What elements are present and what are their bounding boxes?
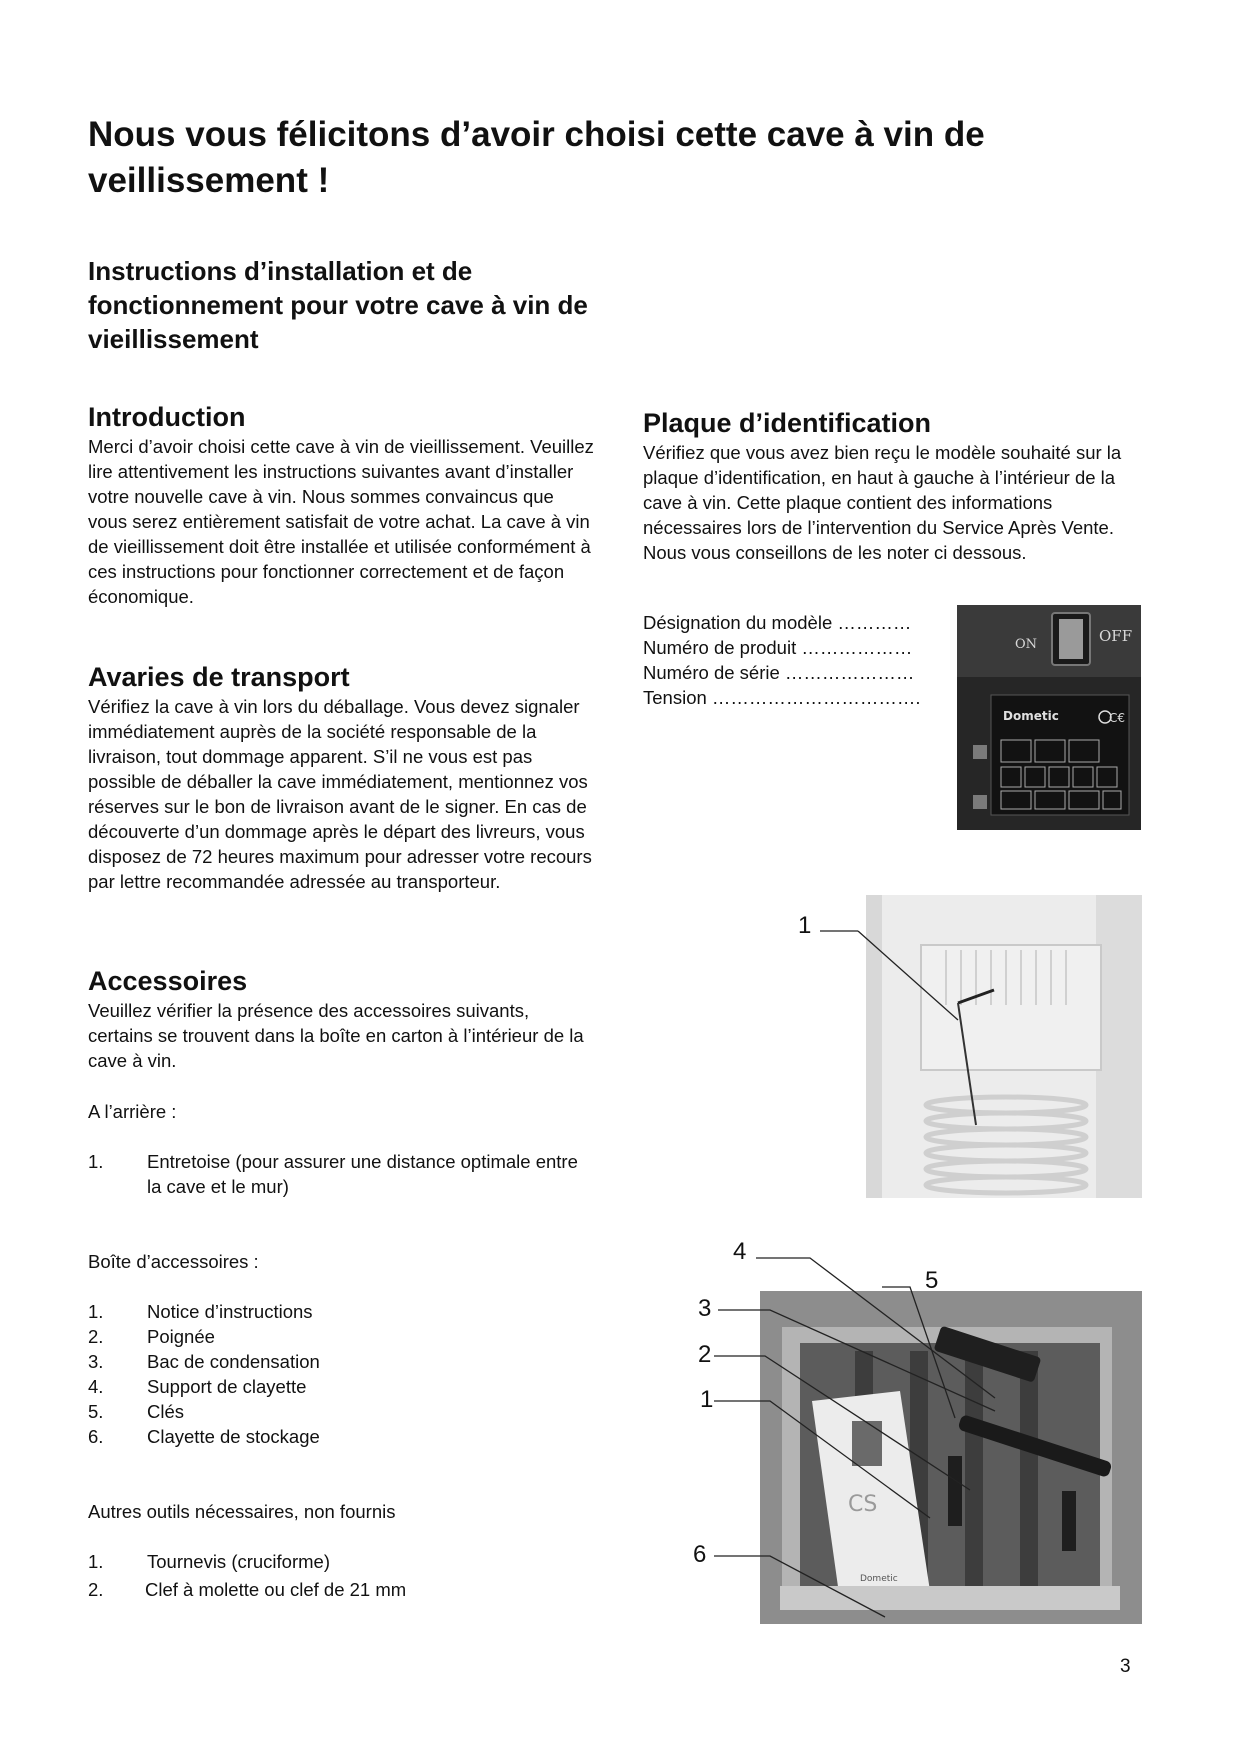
page-subtitle: Instructions d’installation et de fonctionnement pour votre cave à vin de vieillissement bbox=[88, 256, 588, 354]
list-item-number: 1. bbox=[88, 1551, 104, 1572]
tools-list bbox=[88, 1549, 608, 1602]
plate-heading: Plaque d’identification bbox=[643, 408, 932, 438]
box-label: Boîte d’accessoires : bbox=[88, 1251, 259, 1272]
callout-box-5: 5 bbox=[925, 1267, 939, 1294]
callout-box-6: 6 bbox=[693, 1541, 707, 1568]
intro-heading: Introduction bbox=[88, 402, 246, 432]
list-item bbox=[88, 1149, 608, 1199]
list-item-number: 5. bbox=[88, 1401, 104, 1422]
identification-plate-photo bbox=[957, 605, 1141, 830]
list-item-number: 2. bbox=[88, 1326, 104, 1347]
callout-back-1: 1 bbox=[798, 912, 812, 939]
svg-text:C€: C€ bbox=[1109, 711, 1126, 725]
plate-section bbox=[643, 406, 1143, 565]
list-item bbox=[88, 1349, 608, 1374]
list-item-number: 3. bbox=[88, 1351, 104, 1372]
accessories-section bbox=[88, 964, 608, 1073]
list-item bbox=[88, 1299, 608, 1324]
list-item-number: 6. bbox=[88, 1426, 104, 1447]
plate-brand: Dometic bbox=[1003, 709, 1059, 723]
manual-brand: Dometic bbox=[860, 1574, 898, 1584]
callout-leaders-box bbox=[700, 1225, 1120, 1645]
product-number-field: Numéro de produit ……………… bbox=[643, 637, 913, 658]
list-item-number: 4. bbox=[88, 1376, 104, 1397]
manual-label: CS bbox=[848, 1492, 878, 1517]
voltage-field: Tension ……………………………. bbox=[643, 687, 921, 708]
list-item-text: Notice d’instructions bbox=[147, 1301, 313, 1322]
identification-plate-image bbox=[957, 605, 1141, 830]
accessories-heading: Accessoires bbox=[88, 966, 248, 996]
callout-box-1: 1 bbox=[700, 1386, 714, 1413]
accessories-text: Veuillez vérifier la présence des accessoires suivants, certains se trouvent dans la boîte en carton à l’intérieur de la cave à vin. bbox=[88, 1000, 584, 1071]
plate-text: Vérifiez que vous avez bien reçu le modèle souhaité sur la plaque d’identification, en haut à gauche à l’intérieur de la cave à vin. Cette plaque contient des informations nécessaires lors de l’intervention du Service Après Vente. Nous vous conseillons de les noter ci dessous. bbox=[643, 442, 1122, 563]
callout-box-3: 3 bbox=[698, 1295, 712, 1322]
switch-off-label: OFF bbox=[1099, 627, 1133, 645]
list-item-number: 2. bbox=[88, 1579, 104, 1600]
list-item-text: Poignée bbox=[147, 1326, 215, 1347]
list-item bbox=[88, 1577, 608, 1602]
list-item-text: Support de clayette bbox=[147, 1376, 307, 1397]
list-item-text: Clayette de stockage bbox=[147, 1426, 320, 1447]
callout-box-2: 2 bbox=[698, 1341, 712, 1368]
transport-heading: Avaries de transport bbox=[88, 662, 350, 692]
list-item bbox=[88, 1549, 608, 1574]
model-designation-field: Désignation du modèle ………… bbox=[643, 612, 912, 633]
page-number: 3 bbox=[1120, 1656, 1131, 1677]
page-title: Nous vous félicitons d’avoir choisi cette cave à vin de veillissement ! bbox=[88, 115, 985, 200]
list-item bbox=[88, 1374, 608, 1399]
transport-section bbox=[88, 660, 608, 894]
list-item-text: Entretoise (pour assurer une distance optimale entre la cave et le mur) bbox=[147, 1151, 578, 1197]
serial-number-field: Numéro de série ………………… bbox=[643, 662, 915, 683]
list-item-number: 1. bbox=[88, 1151, 104, 1172]
list-item-number: 1. bbox=[88, 1301, 104, 1322]
list-item-text: Clef à molette ou clef de 21 mm bbox=[145, 1579, 407, 1600]
list-item bbox=[88, 1424, 608, 1449]
intro-section bbox=[88, 400, 608, 609]
transport-text: Vérifiez la cave à vin lors du déballage. Vous devez signaler immédiatement auprès de la société responsable de la livraison, tout dommage apparent. S’il ne vous est pas possible de déballer la cave immédiatement, mentionnez vos réserves sur le bon de livraison avant de le signer. En cas de découverte d’un dommage après le départ des livreurs, vous disposez de 72 heures maximum pour adresser votre recours par lettre recommandée adressée au transporteur. bbox=[88, 696, 592, 892]
rear-list bbox=[88, 1149, 608, 1199]
list-item-text: Bac de condensation bbox=[147, 1351, 320, 1372]
tools-label: Autres outils nécessaires, non fournis bbox=[88, 1501, 396, 1522]
plate-fields bbox=[643, 610, 943, 710]
callout-box-4: 4 bbox=[733, 1238, 747, 1265]
callout-leader-back-1 bbox=[800, 915, 960, 1035]
switch-on-label: ON bbox=[1015, 637, 1038, 652]
rear-label: A l’arrière : bbox=[88, 1101, 177, 1122]
list-item bbox=[88, 1324, 608, 1349]
list-item bbox=[88, 1399, 608, 1424]
list-item-text: Tournevis (cruciforme) bbox=[147, 1551, 330, 1572]
intro-text: Merci d’avoir choisi cette cave à vin de vieillissement. Veuillez lire attentivement les instructions suivantes avant d’installer votre nouvelle cave à vin. Nous sommes convaincus que vous serez entièrement satisfait de votre achat. La cave à vin de vieillissement doit être installée et utilisée conformément à ces instructions pour fonctionner correctement et de façon économique. bbox=[88, 436, 594, 607]
box-list bbox=[88, 1299, 608, 1449]
list-item-text: Clés bbox=[147, 1401, 185, 1422]
